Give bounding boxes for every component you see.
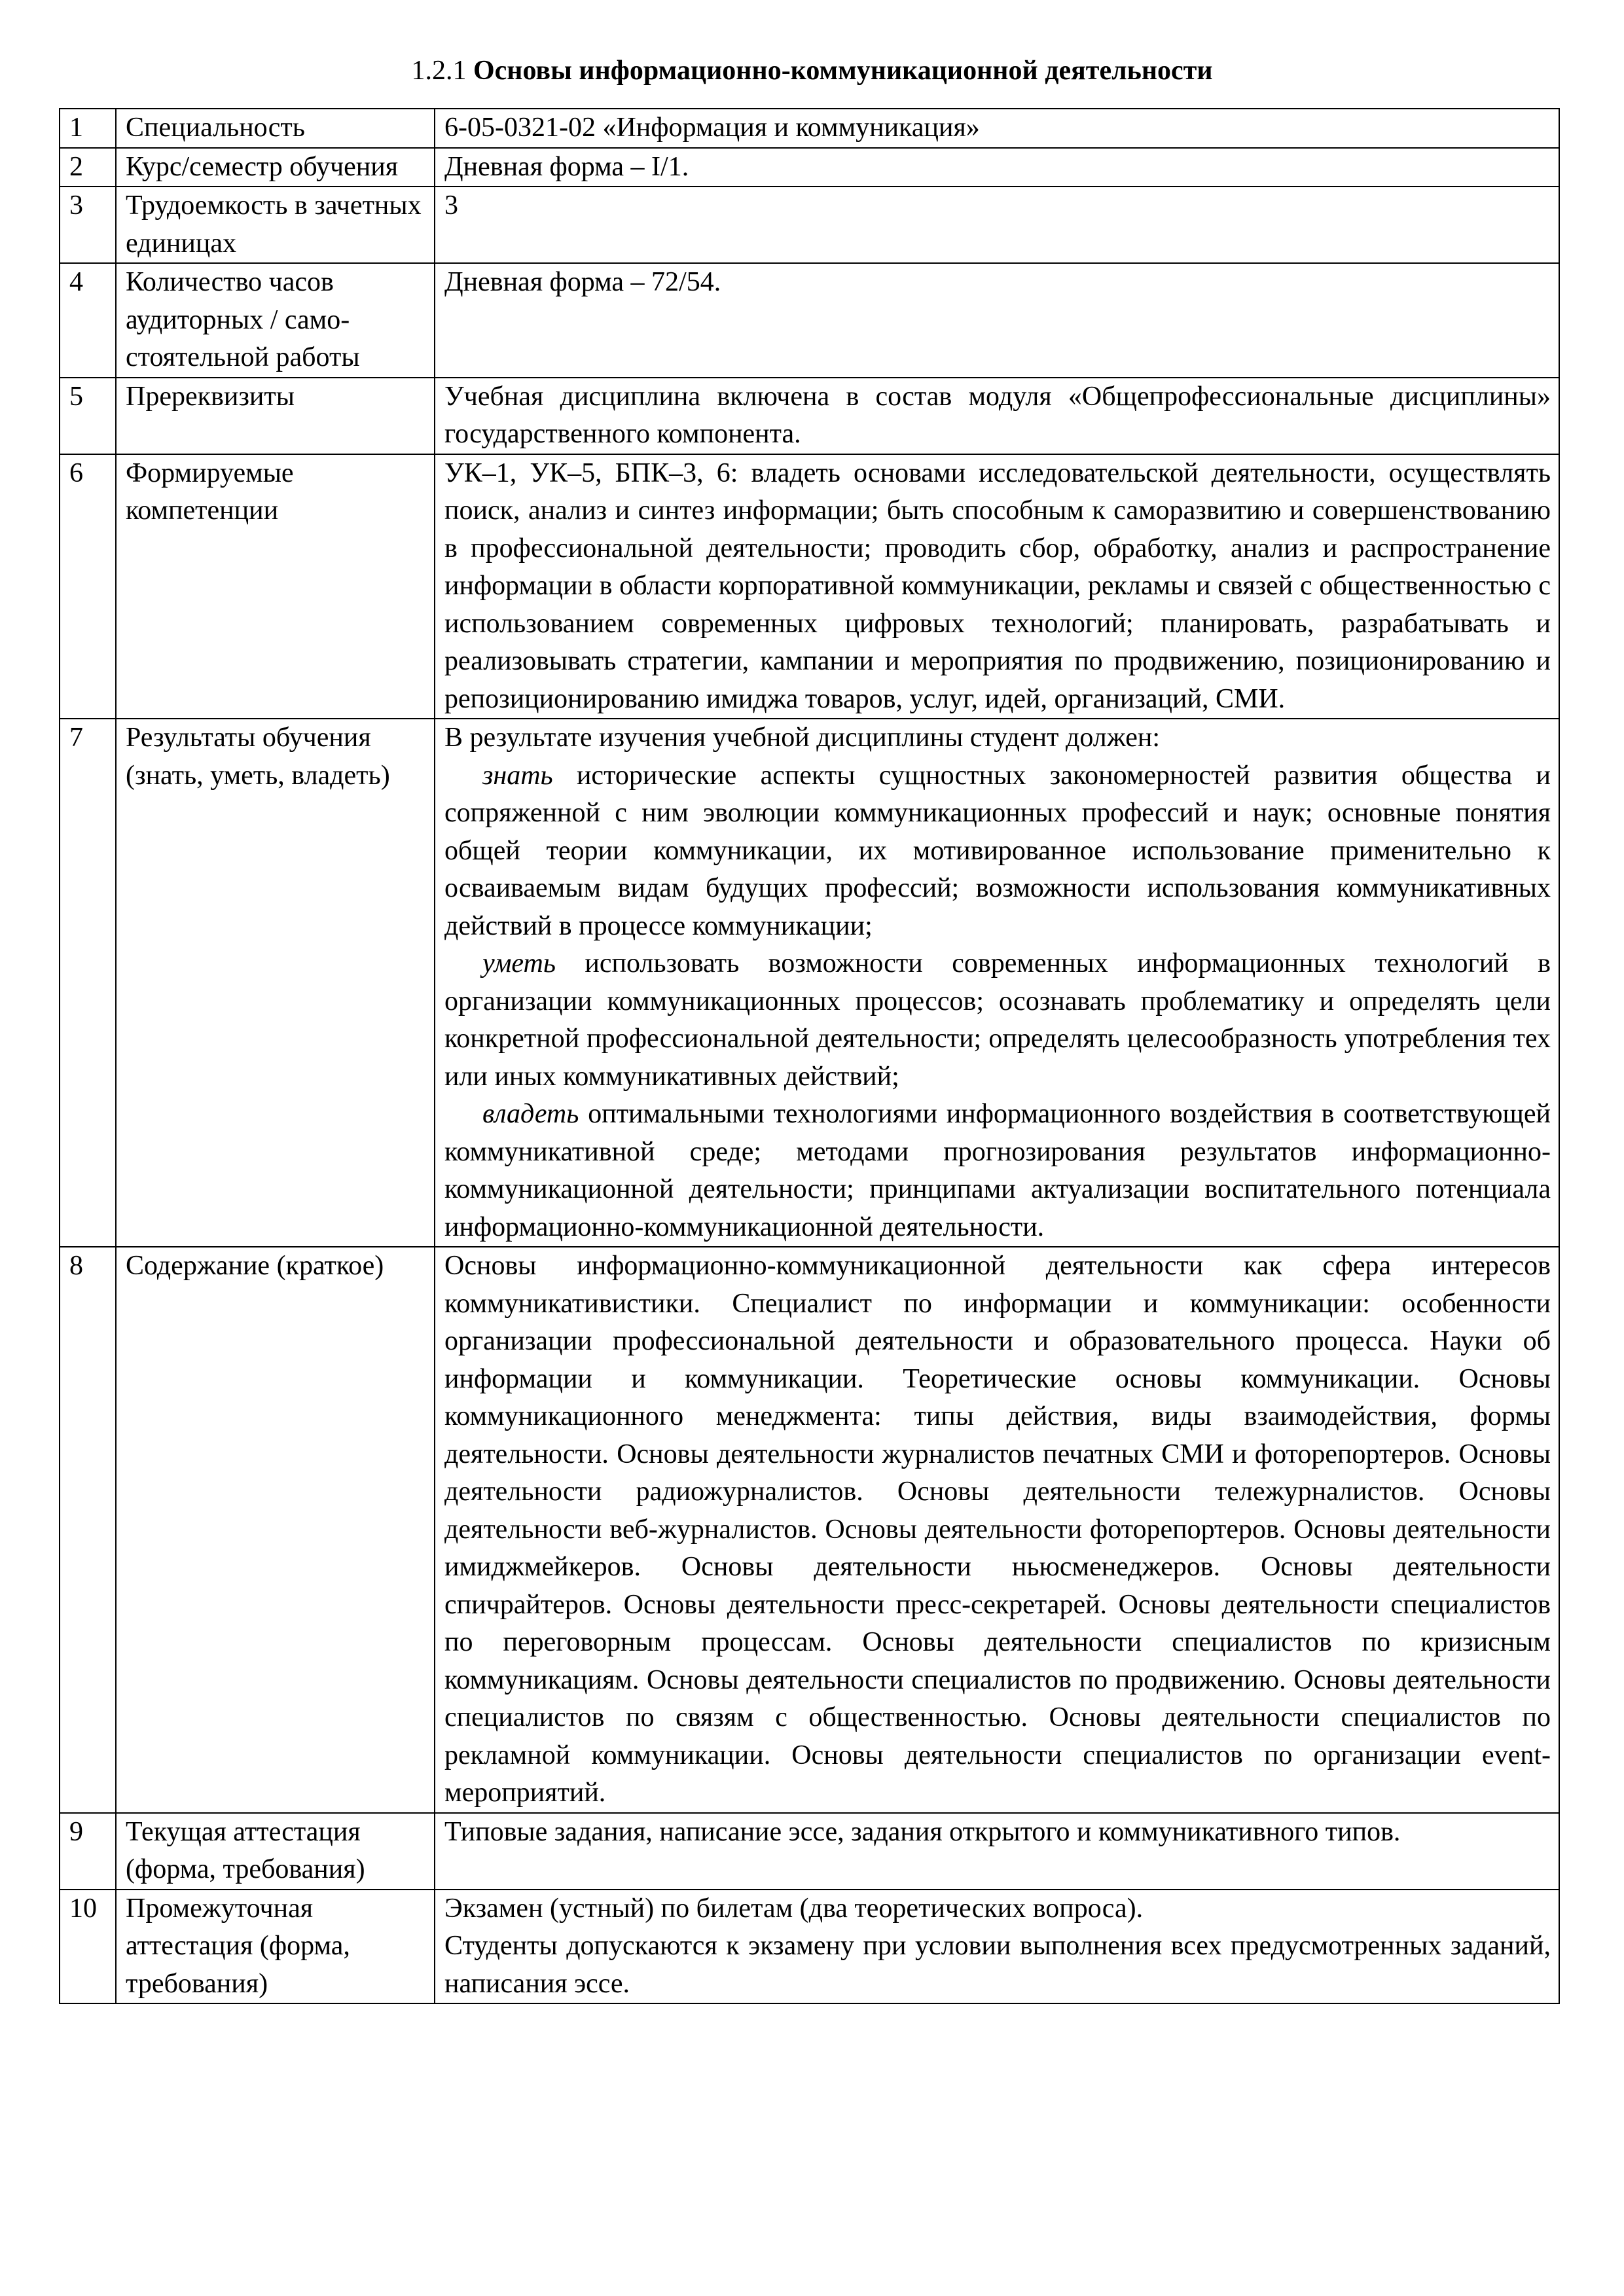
can-text: использовать возможности современных информационных технологий в организации коммуникационных процессов; осознавать проблематику и определять цели конкретной профессиональной деятельности; определять целесообразность употребления тех или иных коммуникативных действий; xyxy=(444,948,1551,1092)
row-label: Текущая аттестация (форма, требования) xyxy=(116,1813,435,1890)
exam-format: Экзамен (устный) по билетам (два теоретических вопроса). xyxy=(444,1893,1144,1924)
row-value: УК–1, УК–5, БПК–3, 6: владеть основами исследовательской деятельности, осуществлять поиск, анализ и синтез информации; быть способным к саморазвитию и совершенствованию в профессиональной деятельности; проводить сбор, обработку, анализ и распространение информации в области корпоративной коммуникации, рекламы и связей с общественностью с использованием современных цифровых технологий; планировать, разрабатывать и реализовывать стратегии, кампании и мероприятия по продвижению, позиционированию и репозиционированию имиджа товаров, услуг, идей, организаций, СМИ. xyxy=(435,454,1559,719)
row-value xyxy=(435,1890,1559,2004)
row-label: Трудоемкость в зачетных единицах xyxy=(116,187,435,263)
row-value-outcomes xyxy=(435,719,1559,1247)
table-row xyxy=(60,454,1559,719)
table-row xyxy=(60,148,1559,187)
own-text: оптимальными технологиями информационного воздействия в соответствующей коммуникативной среде; методами прогнозирования результатов информационно-коммуникационной деятельности; принципами актуализации воспитательного потенциала информационно-коммуникационной деятельности. xyxy=(444,1099,1551,1242)
table-row xyxy=(60,719,1559,1247)
own-term: владеть xyxy=(482,1099,579,1129)
table-row xyxy=(60,263,1559,378)
table-row xyxy=(60,109,1559,148)
table-row xyxy=(60,1890,1559,2004)
row-value: Учебная дисциплина включена в состав модуля «Общепрофессиональные дисциплины» государственного компонента. xyxy=(435,378,1559,454)
section-title xyxy=(0,52,1624,89)
row-number: 10 xyxy=(60,1890,116,2004)
table-row xyxy=(60,187,1559,263)
outcomes-know xyxy=(444,757,1551,946)
table-row xyxy=(60,1813,1559,1890)
row-value: Типовые задания, написание эссе, задания открытого и коммуникативного типов. xyxy=(435,1813,1559,1890)
row-number: 2 xyxy=(60,148,116,187)
know-text: исторические аспекты сущностных закономерностей развития общества и сопряженной с ним эволюции коммуникационных профессий и наук; основные понятия общей теории коммуникации, их мотивированное использование применительно к осваиваемым видам будущих профессий; возможности использования коммуникативных действий в процессе коммуникации; xyxy=(444,760,1551,941)
row-label: Содержание (краткое) xyxy=(116,1247,435,1813)
row-value: 3 xyxy=(435,187,1559,263)
table-row xyxy=(60,1247,1559,1813)
row-number: 4 xyxy=(60,263,116,378)
outcomes-can xyxy=(444,945,1551,1096)
section-name: Основы информационно-коммуникационной деятельности xyxy=(473,56,1213,86)
row-label: Результаты обучения (знать, уметь, владеть) xyxy=(116,719,435,1247)
can-term: уметь xyxy=(482,948,556,978)
row-label: Специальность xyxy=(116,109,435,148)
table-row xyxy=(60,378,1559,454)
section-number: 1.2.1 xyxy=(411,56,467,86)
row-number: 9 xyxy=(60,1813,116,1890)
row-label: Пререквизиты xyxy=(116,378,435,454)
know-term: знать xyxy=(482,760,553,791)
row-number: 3 xyxy=(60,187,116,263)
row-label: Формируемые компетенции xyxy=(116,454,435,719)
row-number: 5 xyxy=(60,378,116,454)
row-value: Дневная форма – 72/54. xyxy=(435,263,1559,378)
row-value: Дневная форма – I/1. xyxy=(435,148,1559,187)
row-value: Основы информационно-коммуникационной деятельности как сфера интересов коммуникативистики. Специалист по информации и коммуникации: особенности организации профессиональной деятельности и образовательного процесса. Науки об информации и коммуникации. Теоретические основы коммуникации. Основы коммуникационного менеджмента: типы действия, виды взаимодействия, формы деятельности. Основы деятельности журналистов печатных СМИ и фоторепортеров. Основы деятельности радиожурналистов. Основы деятельности тележурналистов. Основы деятельности веб-журналистов. Основы деятельности фоторепортеров. Основы деятельности имиджмейкеров. Основы деятельности ньюсменеджеров. Основы деятельности спичрайтеров. Основы деятельности пресс-секретарей. Основы деятельности специалистов по переговорным процессам. Основы деятельности специалистов по кризисным коммуникациям. Основы деятельности специалистов по продвижению. Основы деятельности специалистов по связям с общественностью. Основы деятельности специалистов по рекламной коммуникации. Основы деятельности специалистов по организации event-мероприятий. xyxy=(435,1247,1559,1813)
row-number: 6 xyxy=(60,454,116,719)
syllabus-table xyxy=(59,108,1560,2004)
row-number: 8 xyxy=(60,1247,116,1813)
row-label: Курс/семестр обучения xyxy=(116,148,435,187)
exam-requirements: Студенты допускаются к экзамену при условии выполнения всех предусмотренных заданий, написания эссе. xyxy=(444,1931,1551,1999)
outcomes-intro: В результате изучения учебной дисциплины студент должен: xyxy=(444,723,1160,753)
row-number: 1 xyxy=(60,109,116,148)
row-label: Промежуточная аттестация (форма, требования) xyxy=(116,1890,435,2004)
row-label: Количество часов аудиторных / само-стоятельной работы xyxy=(116,263,435,378)
row-number: 7 xyxy=(60,719,116,1247)
outcomes-own xyxy=(444,1096,1551,1246)
row-value: 6-05-0321-02 «Информация и коммуникация» xyxy=(435,109,1559,148)
